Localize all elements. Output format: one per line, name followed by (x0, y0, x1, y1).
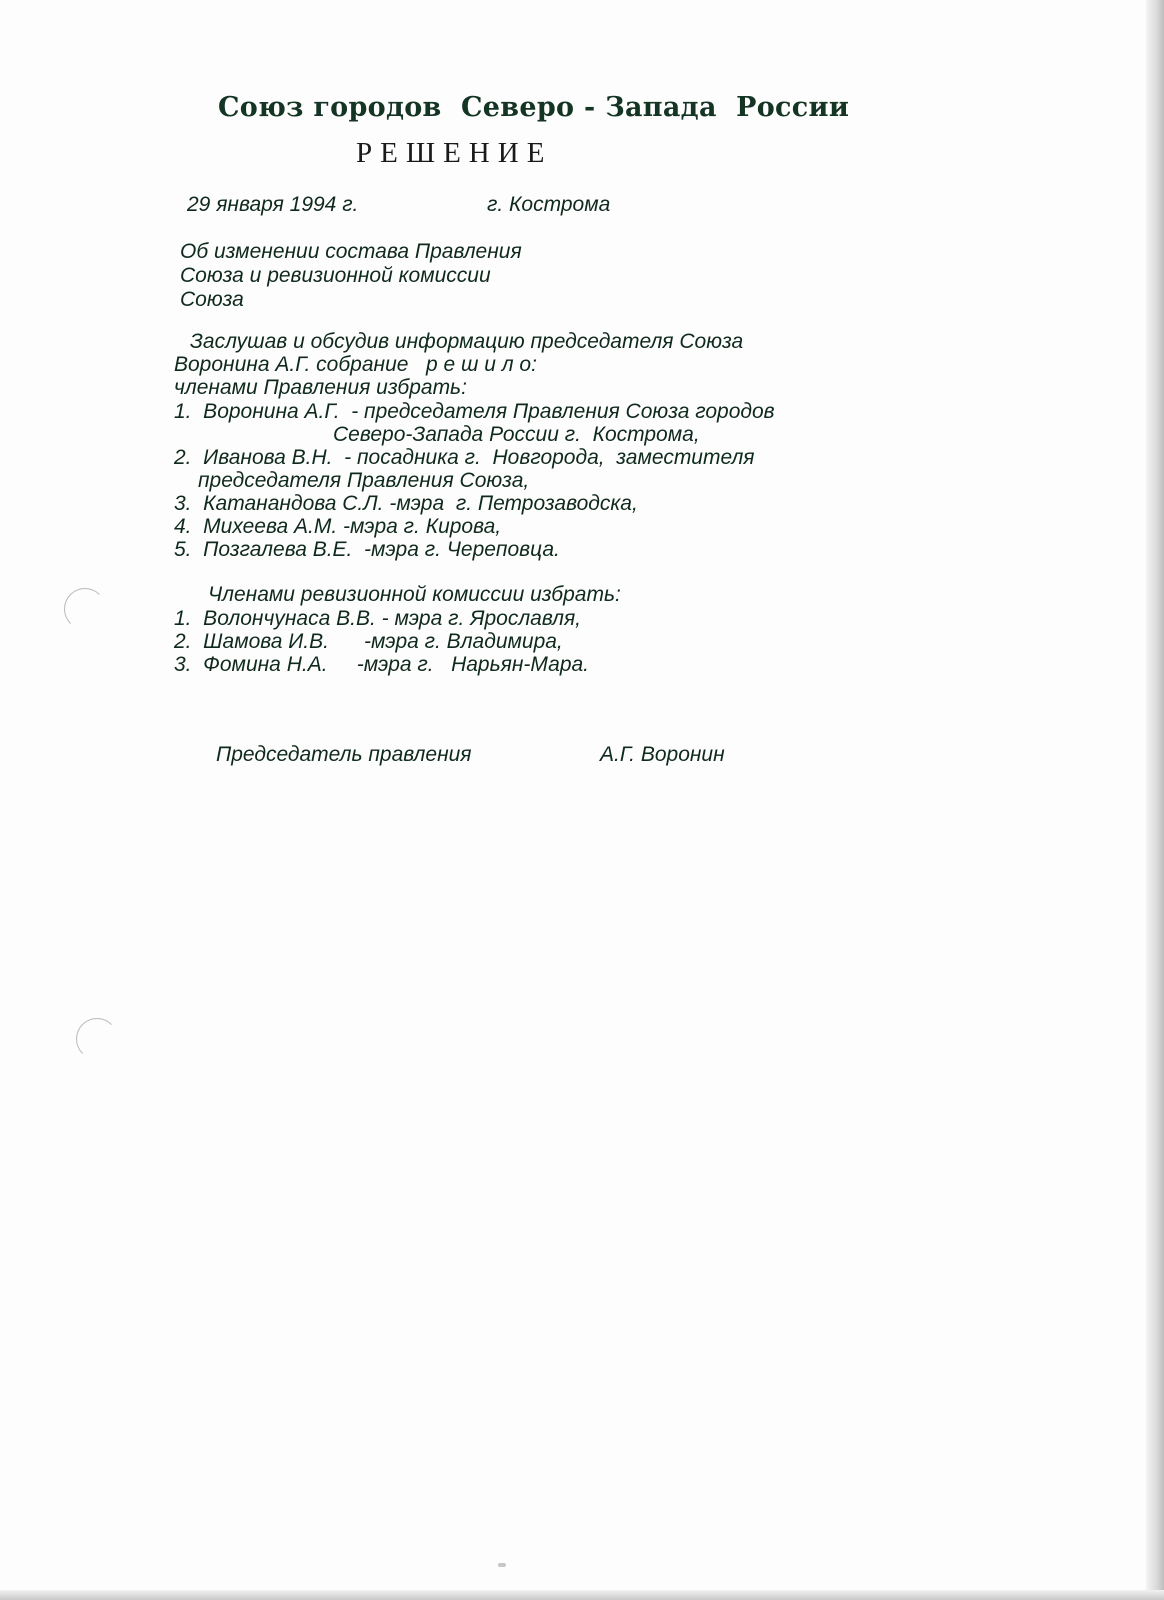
document-place: г. Кострома (487, 193, 611, 216)
signature-name: А.Г. Воронин (600, 743, 725, 766)
audit-heading: Членами ревизионной комиссии избрать: (208, 583, 621, 606)
intro-line: Воронина А.Г. собрание р е ш и л о: (174, 353, 537, 376)
audit-member-line: 2. Шамова И.В. -мэра г. Владимира, (174, 630, 563, 653)
board-member-line: председателя Правления Союза, (198, 469, 530, 492)
organization-heading: Союз городов Северо - Запада России (218, 92, 850, 123)
board-member-line: 1. Воронина А.Г. - председателя Правления Союза городов (174, 400, 775, 423)
scan-edge-right (1146, 0, 1164, 1600)
document-title: РЕШЕНИЕ (356, 137, 553, 169)
board-member-line: 4. Михеева А.М. -мэра г. Кирова, (174, 515, 502, 538)
signature-position: Председатель правления (216, 743, 472, 766)
subject-line: Союза и ревизионной комиссии (180, 264, 491, 287)
board-member-line: 5. Позгалева В.Е. -мэра г. Череповца. (174, 538, 560, 561)
scan-edge-bottom (0, 1590, 1164, 1600)
audit-member-line: 3. Фомина Н.А. -мэра г. Нарьян-Мара. (174, 653, 590, 676)
audit-member-line: 1. Волончунаса В.В. - мэра г. Ярославля, (174, 607, 582, 630)
subject-line: Об изменении состава Правления (180, 240, 522, 263)
punch-hole-mark (64, 588, 106, 630)
document-date: 29 января 1994 г. (187, 193, 359, 216)
subject-line: Союза (180, 288, 244, 311)
board-member-line: Северо-Запада России г. Кострома, (333, 423, 700, 446)
board-member-line: 3. Катанандова С.Л. -мэра г. Петрозаводска, (174, 492, 638, 515)
scan-speck (498, 1563, 506, 1567)
board-heading: членами Правления избрать: (174, 376, 467, 399)
board-member-line: 2. Иванова В.Н. - посадника г. Новгорода, заместителя (174, 446, 755, 469)
punch-hole-mark (76, 1018, 118, 1060)
intro-line: Заслушав и обсудив информацию председателя Союза (190, 330, 744, 353)
